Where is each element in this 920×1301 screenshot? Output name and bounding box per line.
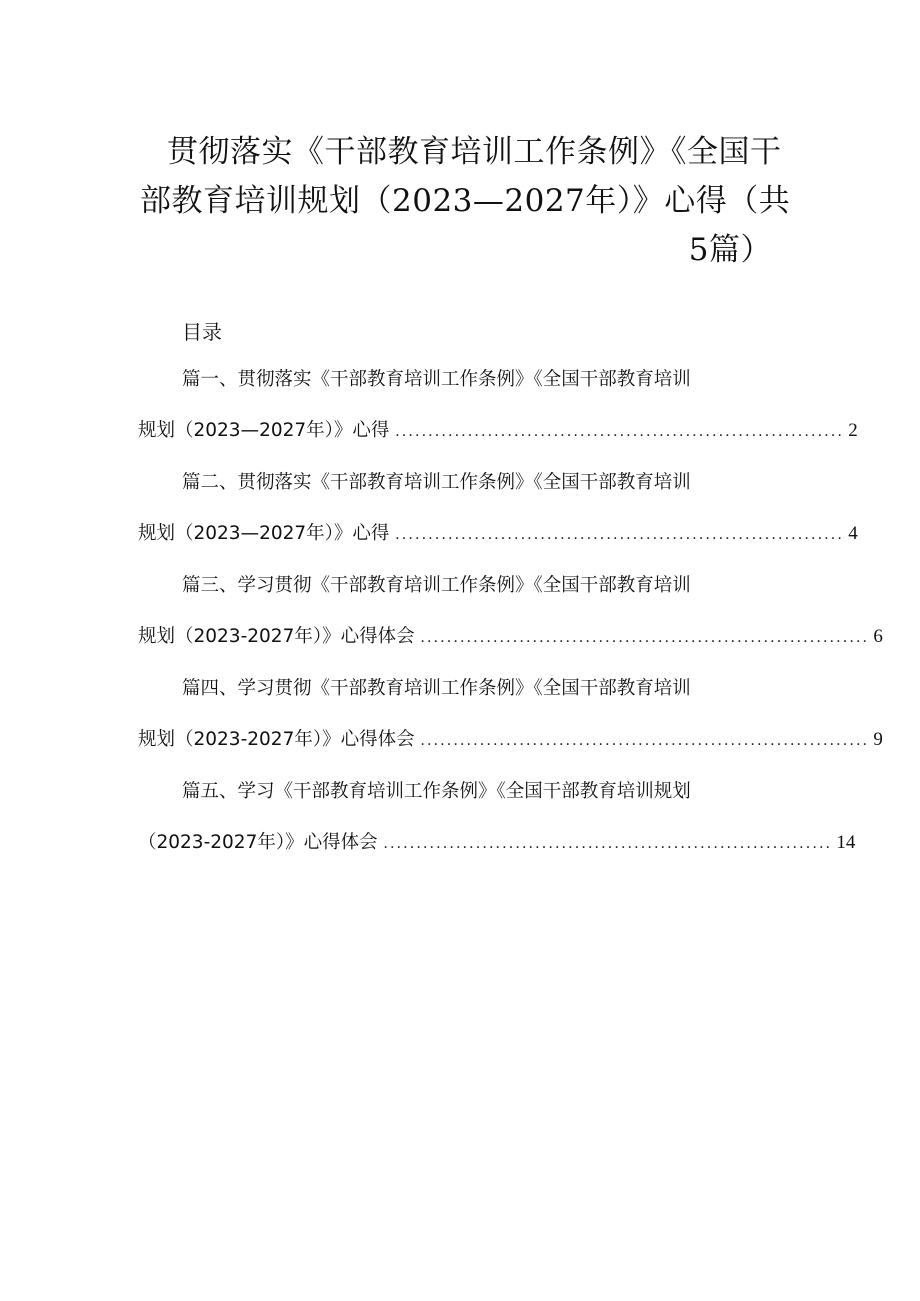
document-title — [140, 128, 791, 275]
toc-leader-dots: .................................................................... — [420, 629, 870, 646]
toc-entry-3[interactable] — [138, 572, 883, 675]
toc-entry-continuation — [138, 726, 883, 754]
toc-entry-title: 篇三、学习贯彻《干部教育培训工作条例》《全国干部教育培训 — [182, 575, 691, 596]
toc-entry-title-cont: 规划（2023—2027年）》心得 — [138, 523, 390, 544]
toc-entry-continuation — [138, 417, 858, 445]
toc-page-number: 2 — [848, 420, 858, 441]
toc-entry-title: 篇一、贯彻落实《干部教育培训工作条例》《全国干部教育培训 — [182, 369, 691, 390]
toc-page-number: 6 — [873, 626, 883, 647]
toc-entry-title-cont: 规划（2023-2027年）》心得体会 — [138, 729, 415, 750]
toc-leader-dots: .................................................................... — [383, 835, 833, 852]
toc-entry-2[interactable] — [138, 469, 858, 572]
toc-entry-title: 篇五、学习《干部教育培训工作条例》《全国干部教育培训规划 — [182, 781, 691, 802]
toc-page-number: 14 — [836, 832, 856, 853]
title-line-2: 部教育培训规划（2023—2027年）》心得（共 — [140, 183, 791, 219]
toc-entry-continuation — [138, 520, 858, 548]
toc-heading: 目录 — [182, 320, 222, 344]
toc-leader-dots: .................................................................... — [420, 732, 870, 749]
toc-entry-1[interactable] — [138, 366, 858, 469]
toc-entry-title-cont: （2023-2027年）》心得体会 — [138, 832, 378, 853]
table-of-contents — [138, 366, 883, 881]
title-line-1: 贯彻落实《干部教育培训工作条例》《全国干 — [167, 134, 782, 170]
toc-entry-4[interactable] — [138, 675, 883, 778]
toc-page-number: 4 — [848, 523, 858, 544]
toc-entry-5[interactable] — [138, 778, 856, 881]
toc-leader-dots: .................................................................... — [395, 526, 845, 543]
toc-entry-title: 篇四、学习贯彻《干部教育培训工作条例》《全国干部教育培训 — [182, 678, 691, 699]
title-line-3: 5篇） — [688, 232, 772, 268]
toc-entry-continuation — [138, 829, 856, 857]
toc-entry-title-cont: 规划（2023-2027年）》心得体会 — [138, 626, 415, 647]
toc-entry-continuation — [138, 623, 883, 651]
toc-page-number: 9 — [873, 729, 883, 750]
toc-entry-title: 篇二、贯彻落实《干部教育培训工作条例》《全国干部教育培训 — [182, 472, 691, 493]
toc-leader-dots: .................................................................... — [395, 423, 845, 440]
toc-entry-title-cont: 规划（2023—2027年）》心得 — [138, 420, 390, 441]
